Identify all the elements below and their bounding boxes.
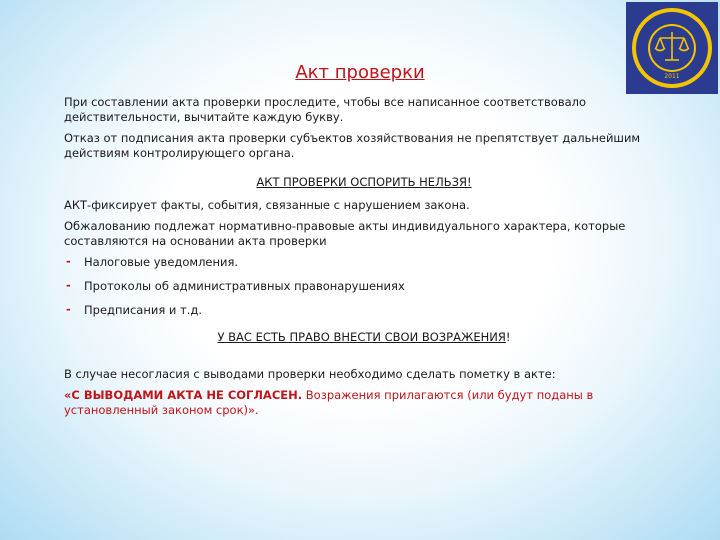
heading-right-to-object (64, 330, 664, 345)
heading-act-cannot-be-contested: АКТ ПРОВЕРКИ ОСПОРИТЬ НЕЛЬЗЯ! (256, 175, 472, 189)
bullet-dash: - (66, 254, 71, 268)
list-item-text: Предписания и т.д. (84, 303, 202, 317)
page-title: Акт проверки (295, 62, 425, 83)
quote-disagreement (64, 388, 664, 418)
heading-right-to-object-text: У ВАС ЕСТЬ ПРАВО ВНЕСТИ СВОИ ВОЗРАЖЕНИЯ (217, 330, 506, 344)
list-item (64, 255, 664, 270)
bullet-dash: - (66, 302, 71, 316)
quote-disagreement-rest: Возражения прилагаются (или будут поданы в установленный законом срок)». (64, 388, 594, 417)
list-item (64, 303, 664, 318)
heading-exclamation: ! (505, 330, 511, 344)
bullet-dash: - (66, 278, 71, 292)
paragraph-refusal-to-sign: Отказ от подписания акта проверки субъектов хозяйствования не препятствует дальнейшим действиям контролирующего органа. (64, 131, 641, 160)
slide-content (64, 95, 664, 424)
list-item (64, 279, 664, 294)
paragraph-disagreement-note: В случае несогласия с выводами проверки необходимо сделать пометку в акте: (64, 367, 556, 381)
quote-disagreement-bold: «С ВЫВОДАМИ АКТА НЕ СОГЛАСЕН. (64, 388, 303, 402)
list-item-text: Протоколы об административных правонарушениях (84, 279, 405, 293)
paragraph-act-definition: АКТ-фиксирует факты, события, связанные с нарушением закона. (64, 198, 470, 212)
logo-year: 2011 (664, 73, 680, 80)
list-item-text: Налоговые уведомления. (84, 255, 239, 269)
paragraph-check-accuracy: При составлении акта проверки проследите, чтобы все написанное соответствовало действительности, вычитайте каждую букву. (64, 95, 587, 124)
paragraph-appealable-acts: Обжалованию подлежат нормативно-правовые акты индивидуального характера, которые составляются на основании акта проверки (64, 219, 626, 248)
appealable-acts-list (64, 255, 664, 318)
